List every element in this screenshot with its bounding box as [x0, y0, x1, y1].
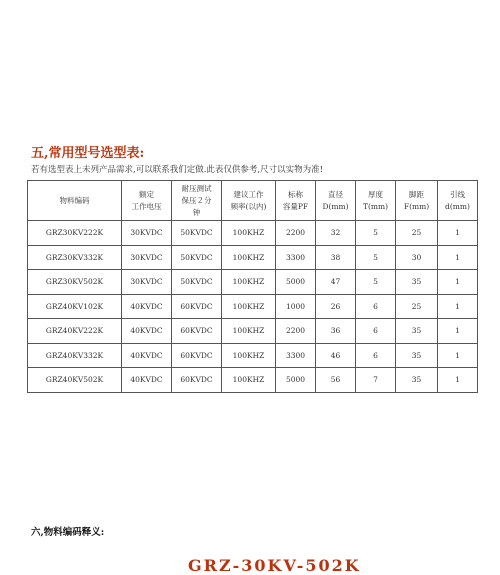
table-cell: 2200	[276, 221, 316, 246]
table-cell: 35	[396, 368, 438, 393]
table-cell: 60KVDC	[172, 368, 222, 393]
table-cell: 5	[356, 245, 396, 270]
table-cell: 50KVDC	[172, 245, 222, 270]
table-cell: 100KHZ	[222, 343, 276, 368]
column-header: 直径 D(mm)	[316, 181, 356, 221]
table-cell: 3300	[276, 245, 316, 270]
table-cell: 60KVDC	[172, 319, 222, 344]
table-cell: 7	[356, 368, 396, 393]
table-cell: 40KVDC	[122, 294, 172, 319]
table-cell: 36	[316, 319, 356, 344]
table-header-row	[28, 181, 478, 221]
table-cell: 5000	[276, 270, 316, 295]
table-cell: 35	[396, 343, 438, 368]
table-cell: 60KVDC	[172, 343, 222, 368]
table-cell: 3300	[276, 343, 316, 368]
selection-table	[27, 180, 478, 393]
table-cell: 50KVDC	[172, 270, 222, 295]
table-cell: GRZ30KV502K	[28, 270, 122, 295]
table-cell: 6	[356, 343, 396, 368]
table-row	[28, 319, 478, 344]
table-cell: 35	[396, 270, 438, 295]
table-cell: 32	[316, 221, 356, 246]
table-row	[28, 343, 478, 368]
table-row	[28, 294, 478, 319]
column-header: 厚度 T(mm)	[356, 181, 396, 221]
table-cell: 30KVDC	[122, 221, 172, 246]
section-title-code-explanation: 六,物料编码释义:	[31, 527, 105, 538]
table-cell: 1	[438, 368, 478, 393]
table-cell: 6	[356, 319, 396, 344]
table-cell: GRZ40KV502K	[28, 368, 122, 393]
table-row	[28, 368, 478, 393]
table-cell: 38	[316, 245, 356, 270]
table-cell: 40KVDC	[122, 343, 172, 368]
column-header: 引线 d(mm)	[438, 181, 478, 221]
table-cell: 5	[356, 221, 396, 246]
table-cell: 50KVDC	[172, 221, 222, 246]
table-cell: 100KHZ	[222, 270, 276, 295]
table-cell: 30	[396, 245, 438, 270]
table-cell: 6	[356, 294, 396, 319]
table-cell: 1	[438, 294, 478, 319]
column-header: 额定 工作电压	[122, 181, 172, 221]
table-cell: GRZ30KV222K	[28, 221, 122, 246]
code-example-partial: GRZ-30KV-502K	[188, 556, 361, 575]
table-cell: 35	[396, 319, 438, 344]
table-cell: 40KVDC	[122, 368, 172, 393]
table-cell: 100KHZ	[222, 245, 276, 270]
table-cell: 40KVDC	[122, 319, 172, 344]
table-cell: 26	[316, 294, 356, 319]
column-header: 建议工作 频率(以内)	[222, 181, 276, 221]
table-cell: 60KVDC	[172, 294, 222, 319]
table-cell: 47	[316, 270, 356, 295]
table-row	[28, 270, 478, 295]
table-cell: 1	[438, 270, 478, 295]
table-cell: 1	[438, 319, 478, 344]
table-cell: GRZ30KV332K	[28, 245, 122, 270]
table-cell: 1	[438, 221, 478, 246]
column-header: 物料编码	[28, 181, 122, 221]
table-cell: 46	[316, 343, 356, 368]
table-cell: 5	[356, 270, 396, 295]
table-row	[28, 245, 478, 270]
table-cell: 1	[438, 343, 478, 368]
table-cell: 5000	[276, 368, 316, 393]
table-cell: 56	[316, 368, 356, 393]
table-cell: GRZ40KV222K	[28, 319, 122, 344]
table-cell: 100KHZ	[222, 294, 276, 319]
table-cell: 1	[438, 245, 478, 270]
column-header: 耐压测试 保压２分 钟	[172, 181, 222, 221]
table-row	[28, 221, 478, 246]
table-body	[28, 221, 478, 393]
table-cell: 25	[396, 294, 438, 319]
table-cell: 30KVDC	[122, 270, 172, 295]
table-cell: 100KHZ	[222, 368, 276, 393]
table-cell: 30KVDC	[122, 245, 172, 270]
table-cell: 1000	[276, 294, 316, 319]
table-cell: 25	[396, 221, 438, 246]
column-header: 脚距 F(mm)	[396, 181, 438, 221]
column-header: 标称 容量PF	[276, 181, 316, 221]
table-cell: GRZ40KV332K	[28, 343, 122, 368]
selection-note: 若有选型表上未列产品需求,可以联系我们定做.此表仅供参考,尺寸以实物为准!	[31, 165, 324, 175]
table-cell: 2200	[276, 319, 316, 344]
section-title-selection-table: 五,常用型号选型表:	[31, 146, 145, 161]
table-cell: 100KHZ	[222, 319, 276, 344]
table-cell: 100KHZ	[222, 221, 276, 246]
table-cell: GRZ40KV102K	[28, 294, 122, 319]
